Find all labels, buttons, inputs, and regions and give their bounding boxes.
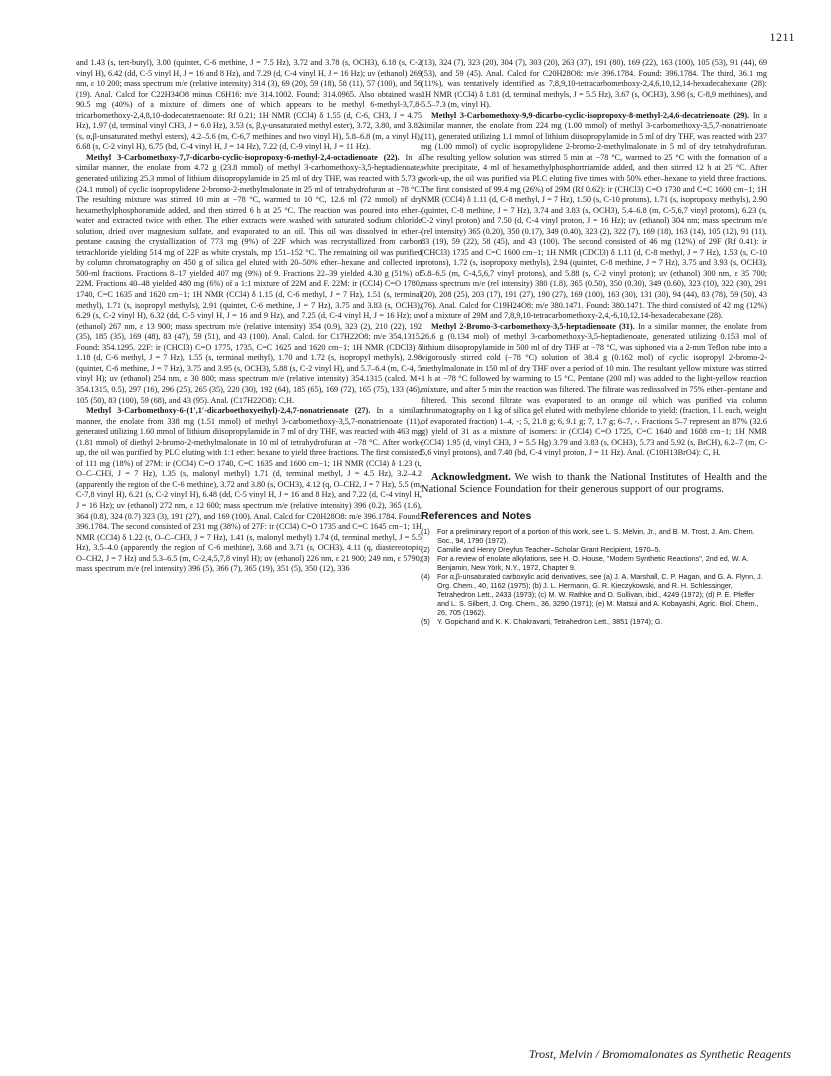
acknowledgment <box>421 472 767 497</box>
page-number: 1211 <box>769 30 795 44</box>
left-paragraph-3: Methyl 3-Carbomethoxy-6-(1′,1′-dicarboethoxyethyl)-2,4,7-nonatrienoate (27). In a similar manner, the enolate from 338 mg (1.51 mmol) of methyl 3-carbomethoxy-3,5,7-nonatrienoate (11), generated utilizing 1.60 mmol of lithium diisopropylamide in 7 ml of dry THF, was reacted with 463 mg (1.81 mmol) of diethyl 2-bromo-2-methylmalonate in 10 ml of tetrahydrofuran at −78 °C. After work-up, the oil was purified by PLC eluting with 1:1 ether: hexane to yield three fractions. The first consisted of 111 mg (18%) of 27M: ir (CCl4) C=O 1740, C=C 1635 and 1600 cm−1; 1H NMR (CCl4) δ 1.23 (t, O–C–CH3, J = 7 Hz), 1.35 (s, malonyl methyl) 1.71 (d, terminal methyl, J = 4.5 Hz), 3.2–4.2 (apparently the region of the C-6 methine), 3.72 and 3.80 (s, OCH3), 4.12 (q, O–CH2, J = 7 Hz), 5.5 (m, C-7,8 vinyl H), 6.21 (s, C-2 vinyl H), 6.48 (dd, C-5 vinyl H, J = 16 and 8 Hz), and 7.22 (d, C-4 vinyl H, J = 16 Hz); uv (ethanol) 272 nm, ε 12 600; mass spectrum m/e (relative intensity) 396 (0.2), 365 (1.6), 364 (0.8), 324 (0.7) 323 (3), 191 (27), and 169 (100). Anal. Calcd for C20H28O8: m/e 396.1784. Found: 396.1784. The second consisted of 231 mg (38%) of 27F: ir (CCl4) C=O 1735 and C=C 1645 cm−1; 1H NMR (CCl4) δ 1.22 (t, O–C–CH3, J = 7 Hz), 1.41 (s, malonyl methyl) 1.74 (d, terminal methyl, J = 5.5 Hz), 3.5–4.0 (apparently the region of C-6 methine), 3.68 and 3.71 (s, OCH3), 4.11 (q, diastereotopic O–CH2, J = 7 Hz) and 5.3–6.5 (m, C-2,4,5,7,8 vinyl H); uv (ethanol) 226 nm, ε 21 900; 249 nm, ε 5790; mass spectrum m/e (rel intensity) 396 (5), 366 (7), 365 (19), 351 (5), 350 (12), 336 <box>76 406 422 574</box>
reference-item: (2) Camille and Henry Dreyfus Teacher–Scholar Grant Recipient, 1970–5. <box>421 545 661 555</box>
compound-heading-22: Methyl 3-Carbomethoxy-7,7-dicarbo-cyclic-isopropoxy-6-methyl-2,4-octadienoate (22). <box>86 152 400 162</box>
acknowledgment-text: We wish to thank the National Institutes of Health and the National Science Foundation for their generous support of our programs. <box>421 471 767 496</box>
compound-heading-31: Methyl 2-Bromo-3-carbomethoxy-3,5-heptadienoate (31). <box>431 321 635 331</box>
references-heading: References and Notes <box>421 509 532 522</box>
compound-heading-29: Methyl 3-Carbomethoxy-9,9-dicarbo-cyclic-isopropoxy-8-methyl-2,4,6-decatrienoate (29). <box>431 110 750 120</box>
left-paragraph-2: Methyl 3-Carbomethoxy-7,7-dicarbo-cyclic-isopropoxy-6-methyl-2,4-octadienoate (22). In a similar manner, the enolate from 4.72 g (23.8 mmol) of methyl 3-carbomethoxy-3,5-heptadienoate, generated utilizing 25.3 mmol of lithium diisopropylamide in 25 ml of dry THF, was reacted with 5.73 g (24.1 mmol) of cyclic isopropylidene 2-bromo-2-methylmalonate in 25 ml of tetrahydrofuran at −78 °C. The resulting mixture was stirred 10 min at −78 °C, warmed to 10 °C, 12.6 ml (72 mmol) of dry hexamethylphosphoramide added, and then stirred 6 h at 25 °C. The reaction was poured into ether–water and extracted twice with ether. The ether extracts were washed with saturated sodium chloride solution, dried over magnesium sulfate, and evaporated to an oil. This oil was dissolved in ether–pentane causing the crystallization of 773 mg (9%) of 22F which was recrystallized from carbon tetrachloride yielding 514 mg of 22F as white crystals, mp 151–152 °C. The remaining oil was purified by column chromatography on 450 g of silica gel eluted with 20–50% ether–hexane and collected in 500-ml fractions. Fractions 8–17 yielded 407 mg (9%) of 9. Fractions 22–39 yielded 4.30 g (51%) of 22M. Fractions 40–48 yielded 480 mg (6%) of a 1:1 mixture of 22M and F. 22M: ir (CCl4) C=O 1780, 1740, C=C 1635 and 1620 cm−1; 1H NMR (CCl4) δ 1.15 (d, C-6 methyl, J = 7 Hz), 1.51 (s, terminal methyl), 1.71 (s, isopropyl methyls), 2.91 (quintet, C-6 methine, J = 7 Hz), 3.75 and 3.83 (s, OCH3), 6.29 (s, C-2 vinyl H), 6.32 (dd, C-5 vinyl H, J = 16 and 9 Hz), and 7.25 (d, C-4 vinyl H, J = 16 Hz); uv (ethanol) 267 nm, ε 13 900; mass spectrum m/e (relative intensity) 354 (0.9), 323 (2), 210 (22), 192 (35), 185 (35), 169 (48), 83 (47), 59 (51), and 43 (100). Anal. Calcd. for C17H22O8: m/e 354.1315. Found: 354.1295. 22F: ir (CHCl3) C=O 1775, 1735, C=C 1625 and 1620 cm−1; 1H NMR (CDCl3) δ 1.18 (d, C-6 methyl, J = 7 Hz), 1.55 (s, terminal methyl), 1.70 and 1.72 (s, isopropyl methyls), 2.98 (quintet, C-6 methine, J = 7 Hz), 3.75 and 3.95 (s, OCH3), 5.88 (s, C-2 vinyl H), and 5.7–6.4 (m, C-4, 5 vinyl H); uv (ethanol) 254 nm, ε 30 800; mass spectrum m/e (relative intensity) 354.1315 (calcd. M+ 354.1315, 0.5), 297 (16), 296 (25), 265 (35), 220 (30), 192 (64), 185 (65), 169 (72), 165 (75), 133 (46), 105 (50), 83 (100), 59 (68), and 43 (95). Anal. (C17H22O8): C,H. <box>76 152 422 405</box>
reference-item: (5) Y. Gopichand and K. K. Chakravarti, Tetrahedron Lett., 3851 (1974); G. <box>421 617 663 627</box>
compound-heading-27: Methyl 3-Carbomethoxy-6-(1′,1′-dicarboethoxyethyl)-2,4,7-nonatrienoate (27). <box>86 406 371 416</box>
right-paragraph-2: Methyl 3-Carbomethoxy-9,9-dicarbo-cyclic-isopropoxy-8-methyl-2,4,6-decatrienoate (29). In a similar manner, the enolate from 224 mg (1.00 mmol) of methyl 3-carbomethoxy-3,5,7-nonatrienoate (11), generated utilizing 1.1 mmol of lithium diisopropylamide in 5 ml of dry THF, was reacted with 237 mg (1.00 mmol) of cyclic isopropylidene 2-bromo-2-methylmalonate in 5 ml of dry tetrahydrofuran. The resulting yellow solution was stirred 5 min at −78 °C, warmed to 25 °C with the formation of a white precipitate, 4 ml of hexamethylphosphortriamide added, and then stirred 12 h at 25 °C. After work-up, the oil was purified via PLC eluting five times with 50% ether–hexane to yield three fractions. The first consisted of 99.4 mg (26%) of 29M (Rf 0.62): ir (CHCl3) C=O 1730 and C=C 1600 cm−1; 1H NMR (CCl4) δ 1.11 (d, C-8 methyl, J = 7 Hz), 1.50 (s, C-10 protons), 1.71 (s, isopropoxy methyls), 2.90 (quintet, C-8 methine, J = 7 Hz), 3.74 and 3.83 (s, OCH3), 5.4–6.8 (m, C-5,6,7 vinyl protons), 6.23 (s, C-2 vinyl proton) and 7.50 (d, C-4 vinyl proton, J = 16 Hz); uv (ethanol) 304 nm; mass spectrum m/e (rel intensity) 365 (0.20), 350 (0.17), 349 (0.40), 323 (2), 322 (7), 169 (18), 163 (14), 105 (12), 91 (11), 83 (19), 59 (22), 58 (45), and 43 (100). The second consisted of 46 mg (12%) of 29F (Rf 0.41): ir (CHCl3) 1735 and C=C 1600 cm−1; 1H NMR (CDCl3) δ 1.11 (d, C-8 methyl, J = 7 Hz), 1.53 (s, C-10 protons), 1.72 (s, isopropoxy methyls), 2.94 (quintet, C-8 methine, J = 7 Hz), 3.75 and 3.93 (s, OCH3), 5.8–6.5 (m, C-4,5,6,7 vinyl protons), and 5.88 (s, C-2 vinyl proton); uv (ethanol) 300 nm, ε 35 700; mass spectrum m/e (rel intensity) 380 (1.8), 365 (0.50), 350 (0.30), 349 (0.60), 323 (10), 322 (30), 291 (20), 208 (25), 203 (17), 191 (27), 190 (27), 169 (100), 163 (30), 131 (30), 94 (44), 83 (78), 59 (50), 43 (76). Anal. Calcd for C19H24O8: m/e 380.1471. Found: 380.1471. The third consisted of 42 mg (12%) of a mixture of 29M and 7,8,9,10-tetracarbomethoxy-2,4,-6,10,12,14-hexadecahexane (28). <box>421 110 767 321</box>
running-footer: Trost, Melvin / Bromomalonates as Synthetic Reagents <box>528 1047 791 1061</box>
right-column <box>421 58 767 626</box>
reference-item: (1) For a preliminary report of a portion of this work, see L. S. Melvin, Jr., and B. M. Trost, J. Am. Chem. Soc., 94, 1790 (1972). <box>421 527 755 546</box>
reference-item: (4) For α,β-unsaturated carboxylic acid derivatives, see (a) J. A. Marshall, C. P. Hagan, and G. A. Flynn, J. Org. Chem., 40, 1162 (1975); (b) J. L. Hermann, G. R. Kieczykowski, and R. H. Schlessinger, Tetrahedron Lett., 2433 (1973); (c) M. W. Rathke and D. Sullivan, ibid., 4249 (1972); (d) P. E. Pfeffer and L. S. Silbert, J. Org. Chem., 36, 3290 (1971); (e) M. Matsui and A. Kobayashi, Agric. Biol. Chem., 26, 705 (1962). <box>421 572 763 618</box>
right-paragraph-3: Methyl 2-Bromo-3-carbomethoxy-3,5-heptadienoate (31). In a similar manner, the enolate from 26.6 g (0.134 mol) of methyl 3-carbomethoxy-3,5-heptadienoate, generated utilizing 0.153 mol of lithium diisopropylamide in 500 ml of dry THF at −78 °C, was siphoned via a 2-mm Teflon tube into a vigorously stirred cold (−78 °C) solution of 38.4 g (0.162 mol) of cyclic isopropyl 2-bromo-2-methylmalonate in 150 ml of dry THF over a period of 10 min. The resultant yellow mixture was stirred 1 h at −78 °C followed by warming to 15 °C. Pentane (200 ml) was added to the light-yellow reaction mixture, and after 5 min the reaction was filtered. The filtrate was redissolved in 75% ether–pentane and filtered. This second filtrate was evaporated to an orange oil which was purified via column chromatography on 1 kg of silica gel eluted with methylene chloride to yield: (fraction, 1 l. each, weight of evaporated fraction) 1–4, -; 5, 21.8 g; 6, 9.1 g; 7, 1.7 g; 6–7, -. Fractions 5–7 represent an 87% (32.6 g) yield of 31 as a mixture of isomers: ir (CCl4) C=O 1725, C=C 1640 and 1608 cm−1; 1H NMR (CCl4) 1.95 (d, vinyl CH3, J = 5.5 Hg) 3.79 and 3.83 (s, OCH3), 5.73 and 5.92 (s, BrCH), 6.2–7 (m, C-5,6 vinyl protons), and 7.40 (bd, C-4 vinyl proton, J = 11 Hz). Anal. (C10H13BrO4): C, H. <box>421 321 767 458</box>
references-list <box>421 527 767 626</box>
right-paragraph-1: (13), 324 (7), 323 (20), 304 (7), 303 (20), 263 (37), 191 (80), 169 (22), 163 (100), 105 (53), 91 (44), 69 (53), and 59 (45). Anal. Calcd for C20H28O8: m/e 396.1784. Found: 396.1784. The third, 36.1 mg (11%), was tentatively identified as 7,8,9,10-tetracarbomethoxy-2,4,6,10,12,14-hexadecahexane (28): 1H NMR (CCl4) δ 1.81 (d, terminal methyls, J = 5.5 Hz), 3.67 (s, OCH3), 3.98 (s, C-8,9 methines), and 5.5–7.3 (m, vinyl H). <box>421 58 767 110</box>
reference-item: (3) For a review of enolate alkylations, see H. O. House, "Modern Synthetic Reactions", 2nd ed, W. A. Benjamin, New York, N.Y., 1972, Chapter 9. <box>421 554 749 573</box>
left-column <box>76 58 422 575</box>
acknowledgment-title: Acknowledgment. <box>431 471 511 483</box>
left-paragraph-1: and 1.43 (s, tert-butyl), 3.00 (quintet, C-6 methine, J = 7.5 Hz), 3.72 and 3.78 (s, OCH3), 6.18 (s, C-2 vinyl H), 6.42 (dd, C-5 vinyl H, J = 16 and 8 Hz), and 7.29 (d, C-4 vinyl H, J = 16 Hz); uv (ethanol) 269 nm, ε 10 200; mass spectrum m/e (relative intensity) 314 (3), 69 (20), 59 (18), 58 (11), 57 (100), and 56 (19). Anal. Calcd for C22H34O8 minus C6H16: m/e 314.1002. Found: 314.0965. Also obtained was 90.5 mg (40%) of a mixture of dimers one of which appears to be methyl 6-methyl-3,7,8-tricarbomethoxy-2,4,8,10-dodecatetraenoate: Rf 0.21; 1H NMR (CCl4) δ 1.55 (d, C-6, CH3, J = 4.75 Hz), 1.97 (d, terminal vinyl CH3, J = 6.0 Hz), 3.53 (s, β,γ-unsaturated methyl ester), 3.72, 3.80, and 3.82 (s, α,β-unsaturated methyl esters), 4.2–5.6 (m, C-6,7 methines and two vinyl H), 5.8–6.8 (m, a vinyl H), 6.68 (s, C-2 vinyl H), 6.75 (bd, C-4 vinyl H, J = 14 Hz), 7.22 (d, C-9 vinyl H, J = 11 Hz). <box>76 58 422 152</box>
